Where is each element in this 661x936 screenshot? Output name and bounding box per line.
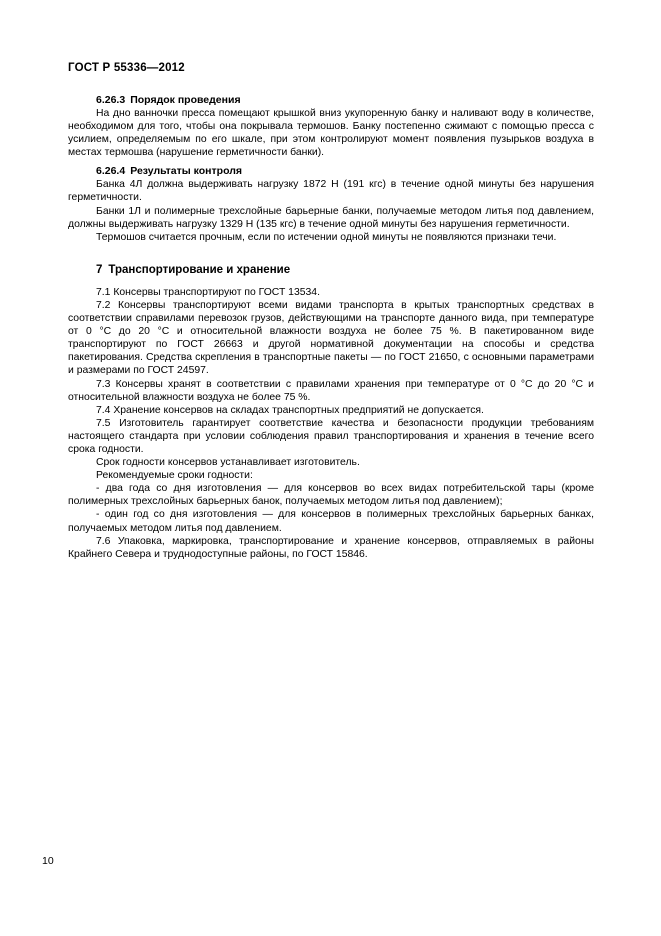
heading-6-26-3 bbox=[68, 94, 594, 106]
paragraph-6-26-4-2: Банки 1Л и полимерные трехслойные барьерные банки, получаемые методом литья под давлением, должны выдерживать нагрузку 1329 Н (135 кгс) в течение одной минуты без нарушения герметичности. bbox=[68, 205, 594, 230]
paragraph-7-1: 7.1 Консервы транспортируют по ГОСТ 13534. bbox=[96, 286, 320, 298]
paragraph-7-3: 7.3 Консервы хранят в соответствии с правилами хранения при температуре от 0 °С до 20 °С и относительной влажности воздуха не более 75 %. bbox=[68, 378, 594, 403]
paragraph-6-26-4-3: Термошов считается прочным, если по истечении одной минуты не появляются признаки течи. bbox=[96, 231, 557, 243]
document-body bbox=[68, 88, 594, 561]
list-item-shelf-life-2: - один год со дня изготовления — для консервов в полимерных трехслойных барьерных банках, получаемых методом литья под давлением. bbox=[68, 509, 594, 534]
heading-6-26-3-number: 6.26.3 bbox=[96, 94, 126, 106]
list-item-shelf-life-1: - два года со дня изготовления — для консервов во всех видах потребительской тары (кроме полимерных трехслойных барьерных банок, получаемых методом литья под давлением); bbox=[68, 483, 594, 508]
paragraph-7-6: 7.6 Упаковка, маркировка, транспортирование и хранение консервов, отправляемых в районы Крайнего Севера и труднодоступные районы, по ГОСТ 15846. bbox=[68, 535, 594, 560]
heading-6-26-4-number: 6.26.4 bbox=[96, 165, 126, 178]
paragraph-7-5-3: Рекомендуемые сроки годности: bbox=[96, 470, 253, 482]
page-number: 10 bbox=[42, 855, 54, 867]
heading-section-7-title: Транспортирование и хранение bbox=[108, 263, 291, 276]
heading-section-7 bbox=[68, 264, 594, 276]
paragraph-7-5: 7.5 Изготовитель гарантирует соответствие качества и безопасности продукции требованиям настоящего стандарта при условии соблюдения правил транспортирования и хранения в течение всего срока годности. bbox=[68, 417, 594, 455]
paragraph-6-26-4-1: Банка 4Л должна выдерживать нагрузку 1872 Н (191 кгс) в течение одной минуты без нарушения герметичности. bbox=[68, 179, 594, 204]
heading-section-7-number: 7 bbox=[96, 263, 103, 276]
heading-6-26-3-title: Порядок проведения bbox=[130, 94, 241, 106]
paragraph-7-5-2: Срок годности консервов устанавливает изготовитель. bbox=[96, 457, 360, 469]
heading-6-26-4 bbox=[68, 165, 594, 177]
paragraph-6-26-3-1: На дно ванночки пресса помещают крышкой вниз укупоренную банку и наливают воду в количестве, необходимом для того, чтобы она покрывала термошов. Банку постепенно сжимают с помощью пресса с усилием, определяемым по его шкале, при этом контролируют момент появления пузырьков воздуха в местах термошва (нарушение герметичности банки). bbox=[68, 108, 594, 159]
heading-6-26-4-title: Результаты контроля bbox=[130, 165, 243, 178]
paragraph-7-4: 7.4 Хранение консервов на складах транспортных предприятий не допускается. bbox=[96, 404, 484, 416]
document-header: ГОСТ Р 55336—2012 bbox=[68, 62, 185, 74]
paragraph-7-2: 7.2 Консервы транспортируют всеми видами транспорта в крытых транспортных средствах в соответствии справилами перевозок грузов, действующими на транспорте данного вида, при температуре от 0 °С до 20 °С и относительной влажности воздуха не более 75 %. В пакетированном виде транспортируют по ГОСТ 26663 и другой нормативной документации на способы и средства пакетирования. Средства скрепления в транспортные пакеты — по ГОСТ 21650, с основными параметрами и размерами по ГОСТ 24597. bbox=[68, 299, 594, 377]
